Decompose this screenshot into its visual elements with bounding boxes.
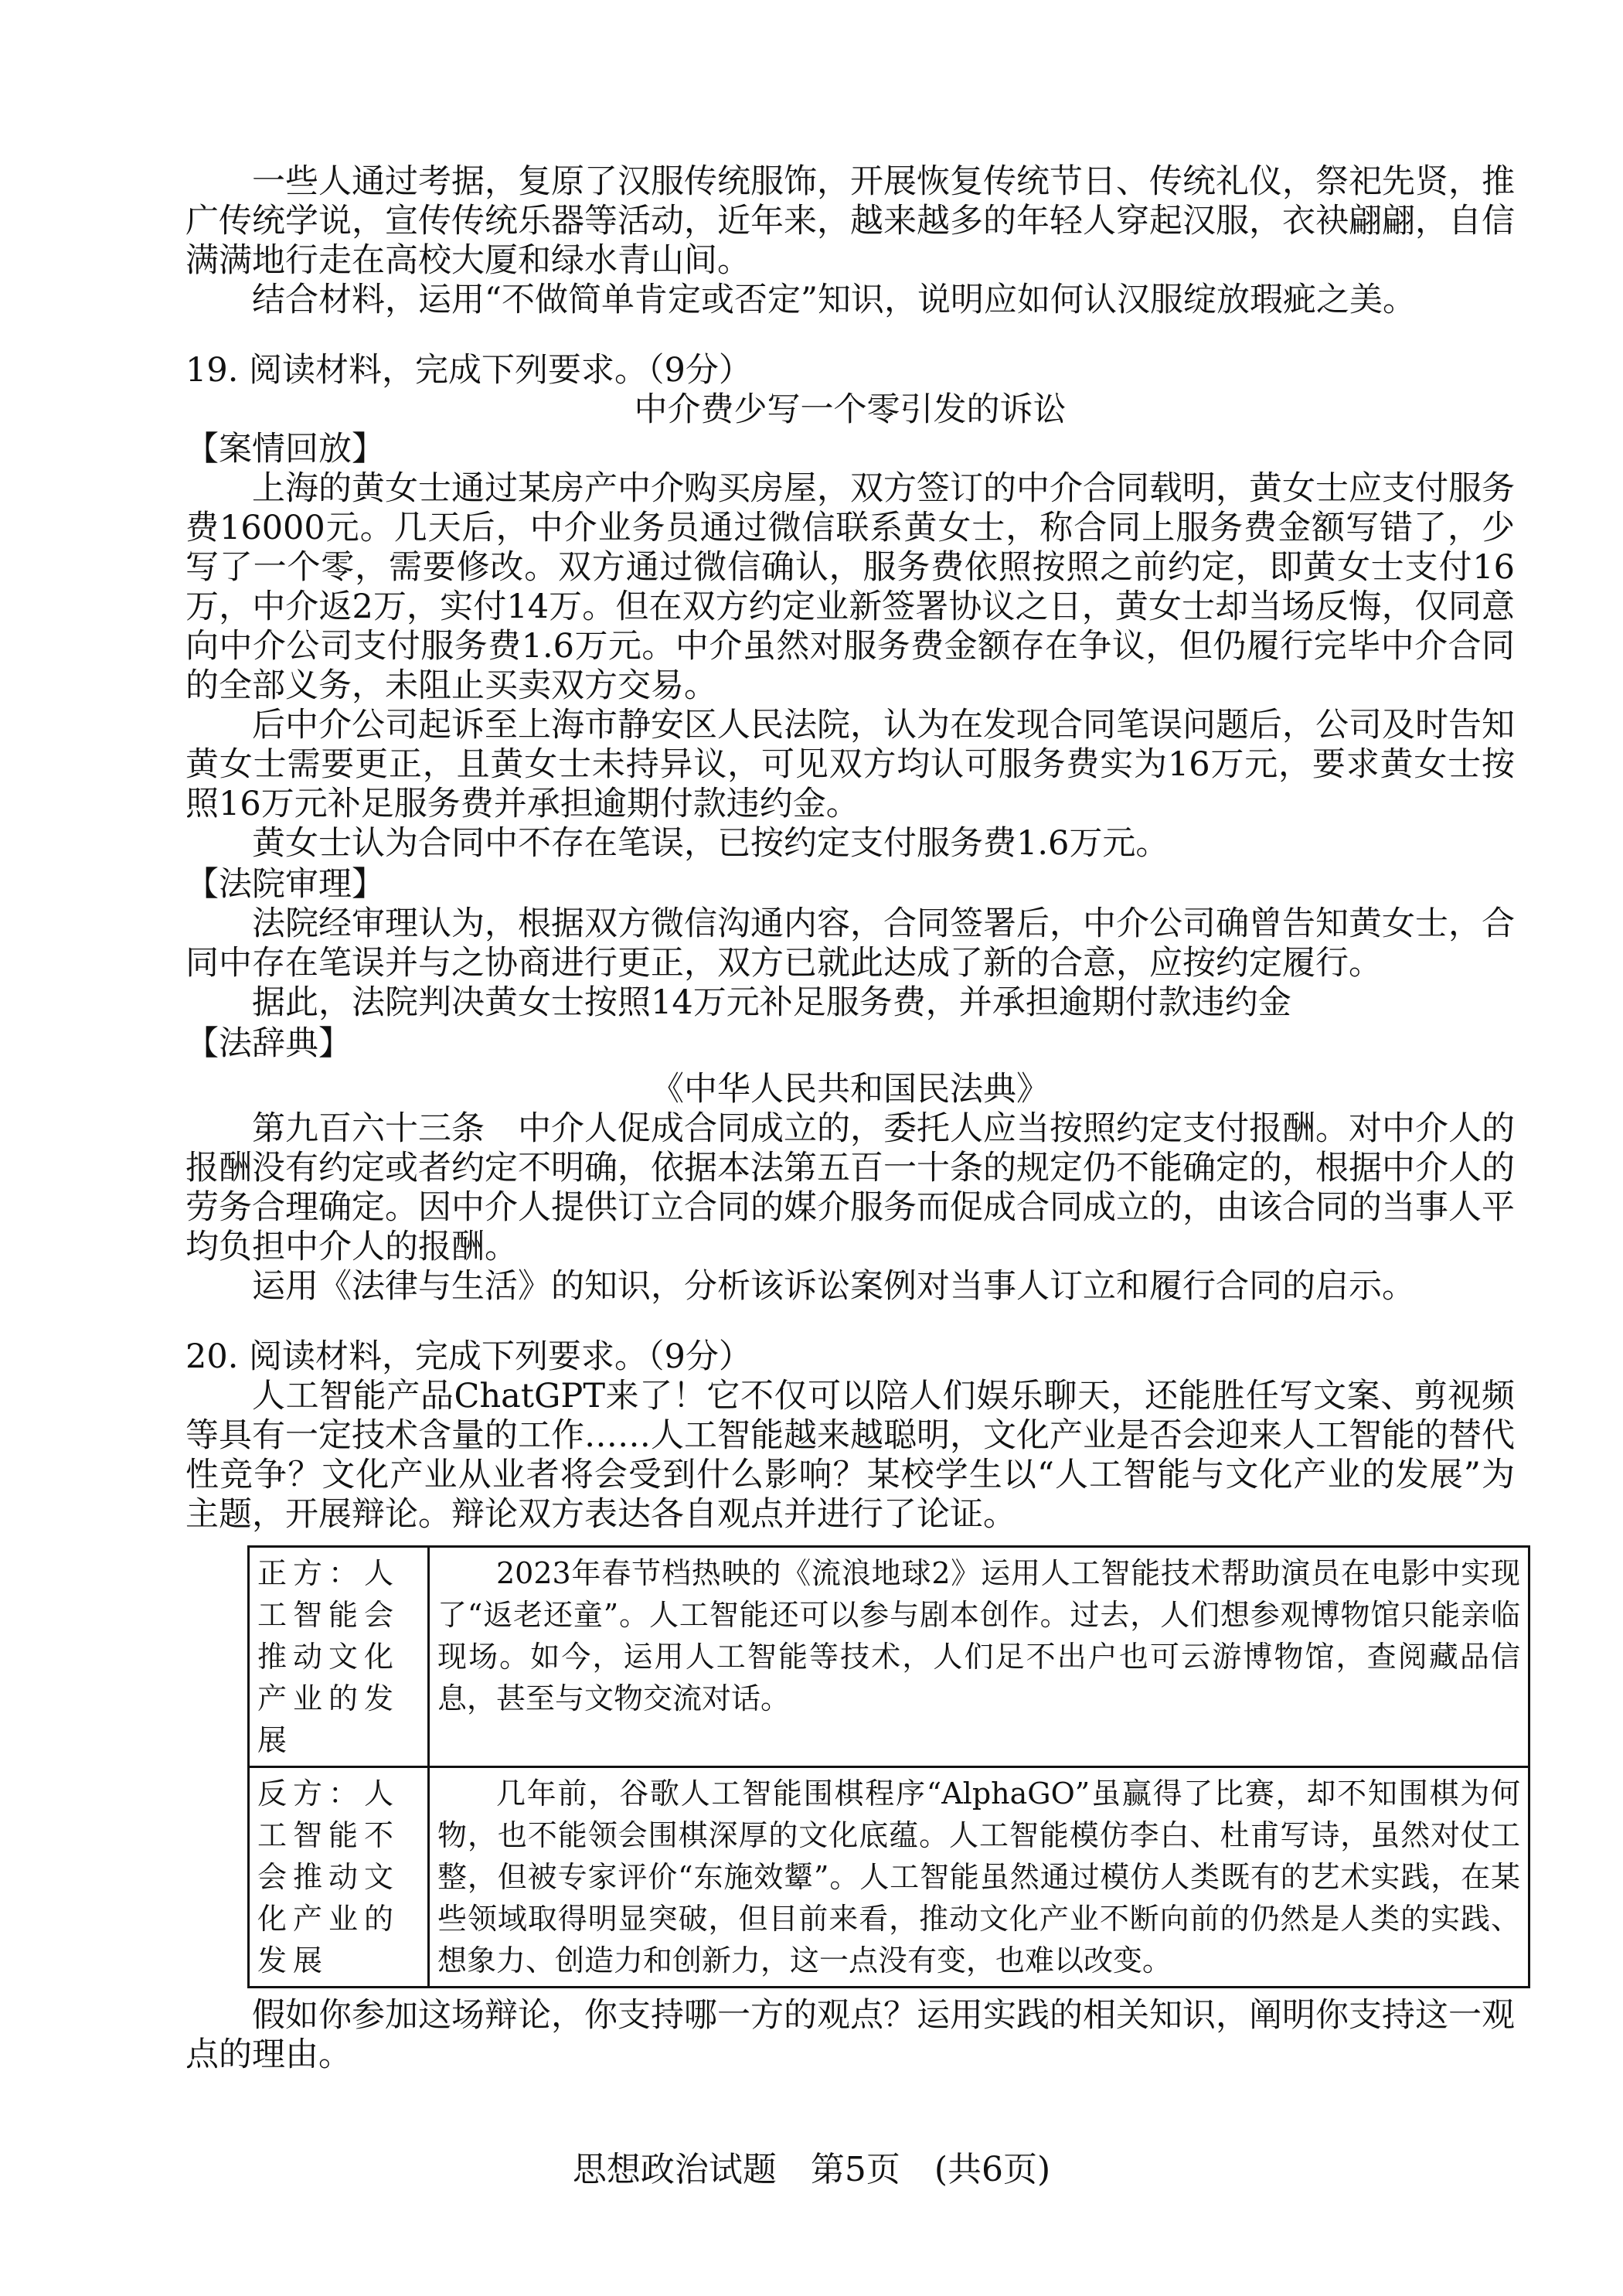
debate-table [247, 1545, 1530, 1988]
q19-section-law: 【法辞典】 [185, 1024, 352, 1063]
con-side-label: 反方：人工智能不会推动文化产业的发展 [249, 1767, 429, 1988]
q18-material: 一些人通过考据，复原了汉服传统服饰，开展恢复传统节日、传统礼仪，祭祀先贤，推广传统学说，宣传传统乐器等活动，近年来，越来越多的年轻人穿起汉服，衣袂翩翩，自信满满地行走在高校大厦和绿水青山间。 [185, 162, 1515, 280]
exam-page [185, 162, 1520, 2075]
q19-question: 运用《法律与生活》的知识，分析该诉讼案例对当事人订立和履行合同的启示。 [252, 1267, 1415, 1306]
q20-question: 假如你参加这场辩论，你支持哪一方的观点？运用实践的相关知识，阐明你支持这一观点的理由。 [185, 1996, 1515, 2074]
q19-law-text: 第九百六十三条 中介人促成合同成立的，委托人应当按照约定支付报酬。对中介人的报酬没有约定或者约定不明确，依据本法第五百一十条的规定仍不能确定的，根据中介人的劳务合理确定。因中介人提供订立合同的媒介服务而促成合同成立的，由该合同的当事人平均负担中介人的报酬。 [185, 1109, 1515, 1266]
q19-law-title: 《中华人民共和国民法典》 [651, 1070, 1050, 1109]
table-row-pro [249, 1547, 1529, 1767]
q19-section-court: 【法院审理】 [185, 865, 385, 904]
q19-section-case: 【案情回放】 [185, 430, 385, 468]
page-footer: 思想政治试题 第5页 (共6页) [572, 2150, 1051, 2189]
pro-side-text: 2023年春节档热映的《流浪地球2》运用人工智能技术帮助演员在电影中实现了“返老还童”。人工智能还可以参与剧本创作。过去，人们想参观博物馆只能亲临现场。如今，运用人工智能等技术，人们足不出户也可云游博物馆，查阅藏品信息，甚至与文物交流对话。 [429, 1547, 1529, 1767]
q20-material: 人工智能产品ChatGPT来了！它不仅可以陪人们娱乐聊天，还能胜任写文案、剪视频等具有一定技术含量的工作……人工智能越来越聪明，文化产业是否会迎来人工智能的替代性竞争？文化产业从业者将会受到什么影响？某校学生以“人工智能与文化产业的发展”为主题，开展辩论。辩论双方表达各自观点并进行了论证。 [185, 1377, 1515, 1534]
q18-question: 结合材料，运用“不做简单肯定或否定”知识，说明应如何认汉服绽放瑕疵之美。 [252, 281, 1416, 319]
q19-court-p1: 法院经审理认为，根据双方微信沟通内容，合同签署后，中介公司确曾告知黄女士，合同中存在笔误并与之协商进行更正，双方已就此达成了新的合意，应按约定履行。 [185, 904, 1515, 983]
con-side-text: 几年前，谷歌人工智能围棋程序“AlphaGO”虽赢得了比赛，却不知围棋为何物，也不能领会围棋深厚的文化底蕴。人工智能模仿李白、杜甫写诗，虽然对仗工整，但被专家评价“东施效颦”。人工智能虽然通过模仿人类既有的艺术实践，在某些领域取得明显突破，但目前来看，推动文化产业不断向前的仍然是人类的实践、想象力、创造力和创新力，这一点没有变，也难以改变。 [429, 1767, 1529, 1988]
pro-side-label: 正方：人工智能会推动文化产业的发展 [249, 1547, 429, 1767]
q19-court-p2: 据此，法院判决黄女士按照14万元补足服务费，并承担逾期付款违约金 [252, 983, 1291, 1022]
q20-heading: 20. 阅读材料，完成下列要求。（9分） [185, 1337, 752, 1376]
q19-case-p1: 上海的黄女士通过某房产中介购买房屋，双方签订的中介合同载明，黄女士应支付服务费16000元。几天后，中介业务员通过微信联系黄女士，称合同上服务费金额写错了，少写了一个零，需要修改。双方通过微信确认，服务费依照按照之前约定，即黄女士支付16万，中介返2万，实付14万。但在双方约定业新签署协议之日，黄女士却当场反悔，仅同意向中介公司支付服务费1.6万元。中介虽然对服务费金额存在争议，但仍履行完毕中介合同的全部义务，未阻止买卖双方交易。 [185, 469, 1515, 705]
table-row-con [249, 1767, 1529, 1988]
q19-heading: 19. 阅读材料，完成下列要求。（9分） [185, 351, 752, 390]
q19-case-p2: 后中介公司起诉至上海市静安区人民法院，认为在发现合同笔误问题后，公司及时告知黄女士需要更正，且黄女士未持异议，可见双方均认可服务费实为16万元，要求黄女士按照16万元补足服务费并承担逾期付款违约金。 [185, 706, 1515, 823]
q19-title: 中介费少写一个零引发的诉讼 [634, 390, 1067, 429]
q19-case-p3: 黄女士认为合同中不存在笔误，已按约定支付服务费1.6万元。 [252, 824, 1169, 863]
